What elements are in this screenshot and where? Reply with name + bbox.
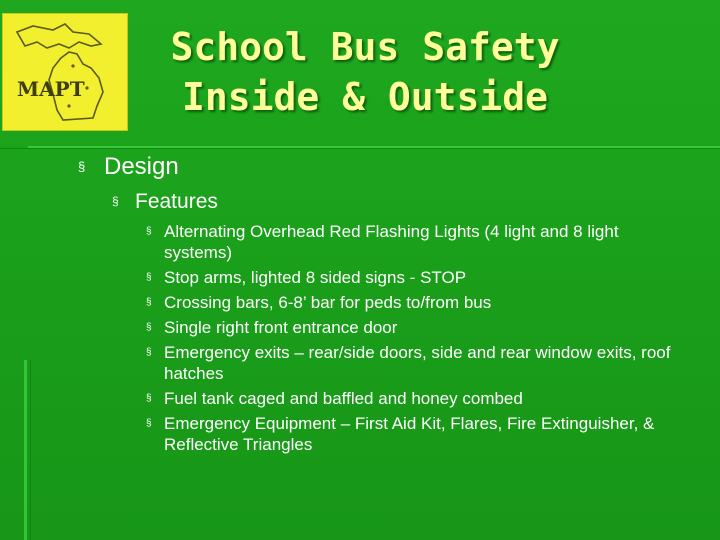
list-item	[146, 267, 676, 288]
list-item-text: Stop arms, lighted 8 sided signs - STOP	[164, 268, 467, 287]
title-line-2: Inside & Outside	[181, 75, 549, 119]
list-item-text: Single right front entrance door	[164, 318, 398, 337]
level2-text: Features	[135, 190, 218, 213]
level1-text: Design	[104, 153, 179, 180]
list-item	[146, 221, 676, 263]
list-item-text: Emergency Equipment – First Aid Kit, Flares, Fire Extinguisher, & Reflective Triangles	[164, 414, 655, 454]
feature-list	[146, 221, 676, 459]
bullet-icon: §	[78, 159, 86, 174]
list-item-text: Emergency exits – rear/side doors, side and rear window exits, roof hatches	[164, 343, 671, 383]
list-item	[146, 388, 676, 409]
outline-level1-item	[78, 153, 179, 181]
bullet-icon: §	[146, 272, 152, 283]
decorative-vertical-line	[24, 360, 27, 540]
list-item-text: Fuel tank caged and baffled and honey combed	[164, 389, 523, 408]
bullet-icon: §	[146, 393, 152, 404]
bullet-icon: §	[146, 322, 152, 333]
outline-level2-item	[112, 190, 218, 214]
slide-title	[130, 22, 600, 122]
decorative-horizontal-shadow-line	[0, 148, 720, 149]
michigan-map-logo-icon	[2, 13, 128, 131]
bullet-icon: §	[112, 194, 119, 208]
title-line-1: School Bus Safety	[170, 25, 560, 69]
bullet-icon: §	[146, 347, 152, 358]
list-item	[146, 342, 676, 384]
list-item	[146, 413, 676, 455]
bullet-icon: §	[146, 297, 152, 308]
list-item	[146, 292, 676, 313]
list-item	[146, 317, 676, 338]
list-item-text: Crossing bars, 6-8’ bar for peds to/from bus	[164, 293, 492, 312]
bullet-icon: §	[146, 418, 152, 429]
bullet-icon: §	[146, 226, 152, 237]
list-item-text: Alternating Overhead Red Flashing Lights (4 light and 8 light systems)	[164, 222, 619, 262]
logo-graphic	[3, 14, 127, 130]
decorative-vertical-shadow-line	[30, 360, 31, 540]
logo-text: MAPT	[17, 77, 85, 101]
